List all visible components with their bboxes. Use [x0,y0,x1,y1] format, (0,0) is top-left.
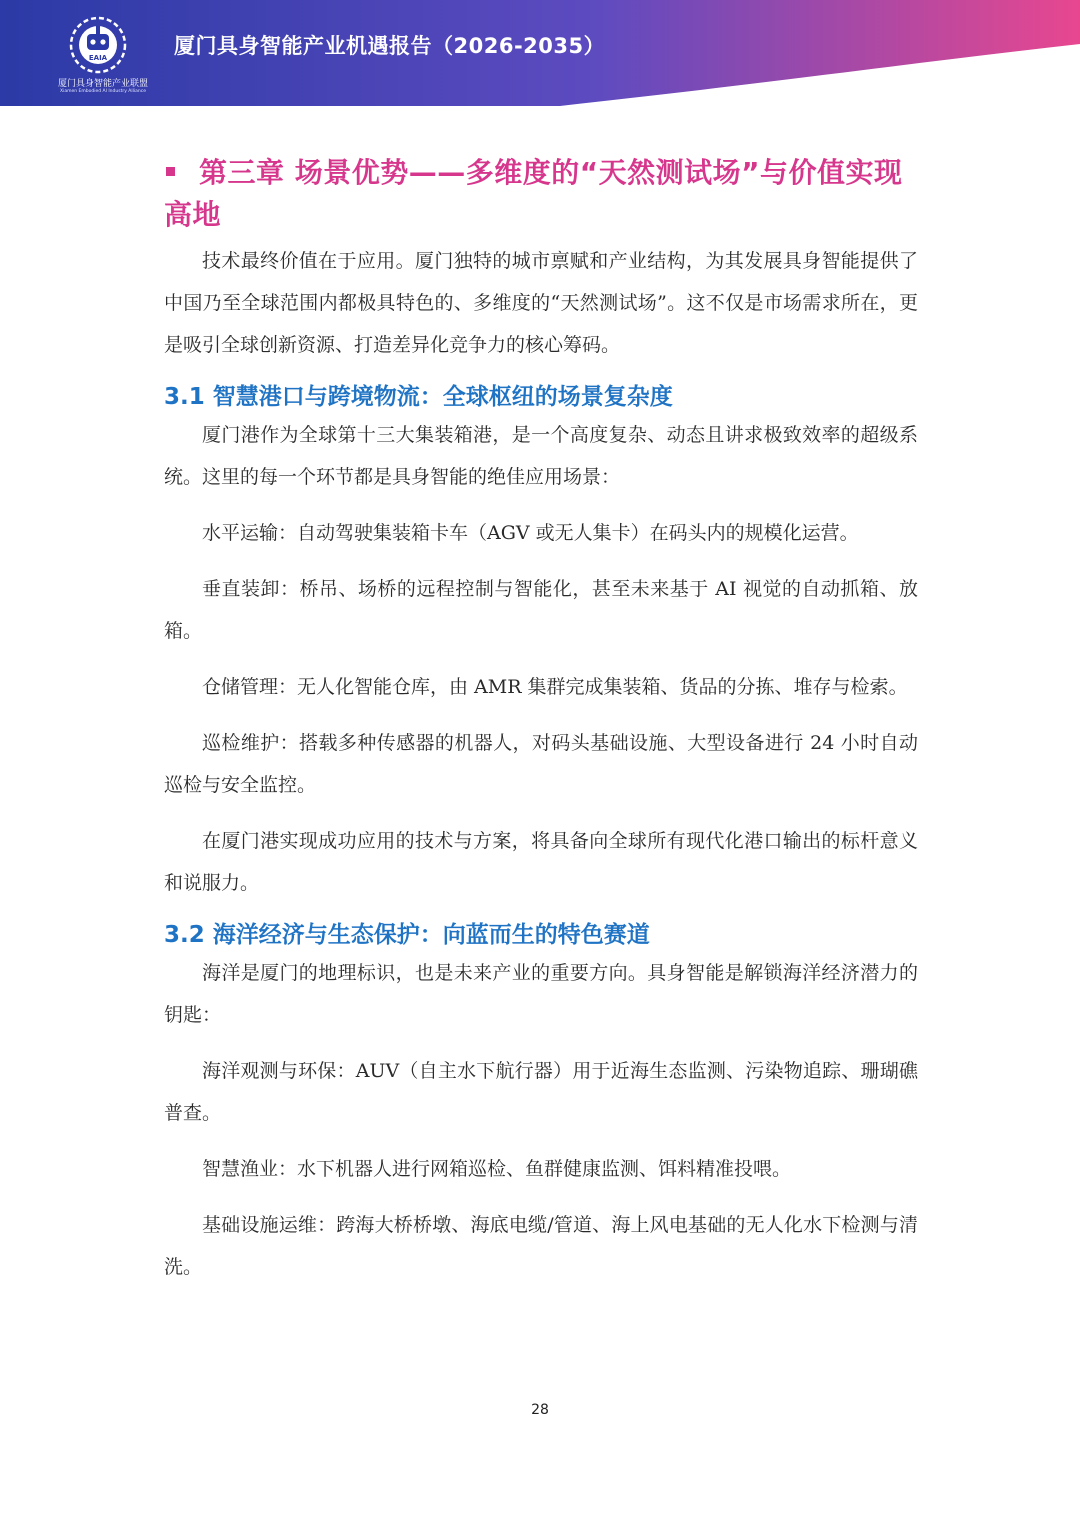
square-bullet-icon [166,167,175,176]
list-item: 巡检维护：搭载多种传感器的机器人，对码头基础设施、大型设备进行 24 小时自动巡检与安全监控。 [164,732,918,796]
list-item: 垂直装卸：桥吊、场桥的远程控制与智能化，甚至未来基于 AI 视觉的自动抓箱、放箱。 [164,578,918,642]
list-item: 水平运输：自动驾驶集装箱卡车（AGV 或无人集卡）在码头内的规模化运营。 [202,522,859,544]
list-item: 海洋观测与环保：AUV（自主水下航行器）用于近海生态监测、污染物追踪、珊瑚礁普查。 [164,1060,918,1124]
section-conclusion: 在厦门港实现成功应用的技术与方案，将具备向全球所有现代化港口输出的标杆意义和说服力。 [164,830,918,894]
chapter-title: 第三章 场景优势——多维度的“天然测试场”与价值实现高地 [164,156,903,231]
list-item: 智慧渔业：水下机器人进行网箱巡检、鱼群健康监测、饵料精准投喂。 [202,1158,792,1180]
list-item: 基础设施运维：跨海大桥桥墩、海底电缆/管道、海上风电基础的无人化水下检测与清洗。 [164,1214,918,1278]
page-number: 28 [531,1402,549,1418]
section-heading-3-1: 3.1 智慧港口与跨境物流：全球枢纽的场景复杂度 [164,384,673,410]
page-content [164,152,918,1288]
org-name: 厦门具身智能产业联盟 [57,79,148,89]
chapter-intro: 技术最终价值在于应用。厦门独特的城市禀赋和产业结构，为其发展具身智能提供了中国乃至全球范围内都极具特色的、多维度的“天然测试场”。这不仅是市场需求所在，更是吸引全球创新资源、打造差异化竞争力的核心筹码。 [164,250,918,356]
list-item: 仓储管理：无人化智能仓库，由 AMR 集群完成集装箱、货品的分拣、堆存与检索。 [202,676,908,698]
logo-text: EAIA [88,54,108,62]
section-intro: 海洋是厦门的地理标识，也是未来产业的重要方向。具身智能是解锁海洋经济潜力的钥匙： [164,962,918,1026]
org-name-en: Xiamen Embodied AI Industry Alliance [60,89,146,94]
chapter-heading [164,152,918,236]
section-heading-3-2: 3.2 海洋经济与生态保护：向蓝而生的特色赛道 [164,922,650,948]
page-header [0,0,1080,106]
section-intro: 厦门港作为全球第十三大集装箱港，是一个高度复杂、动态且讲求极致效率的超级系统。这里的每一个环节都是具身智能的绝佳应用场景： [164,424,918,488]
report-title: 厦门具身智能产业机遇报告（2026-2035） [174,34,606,58]
